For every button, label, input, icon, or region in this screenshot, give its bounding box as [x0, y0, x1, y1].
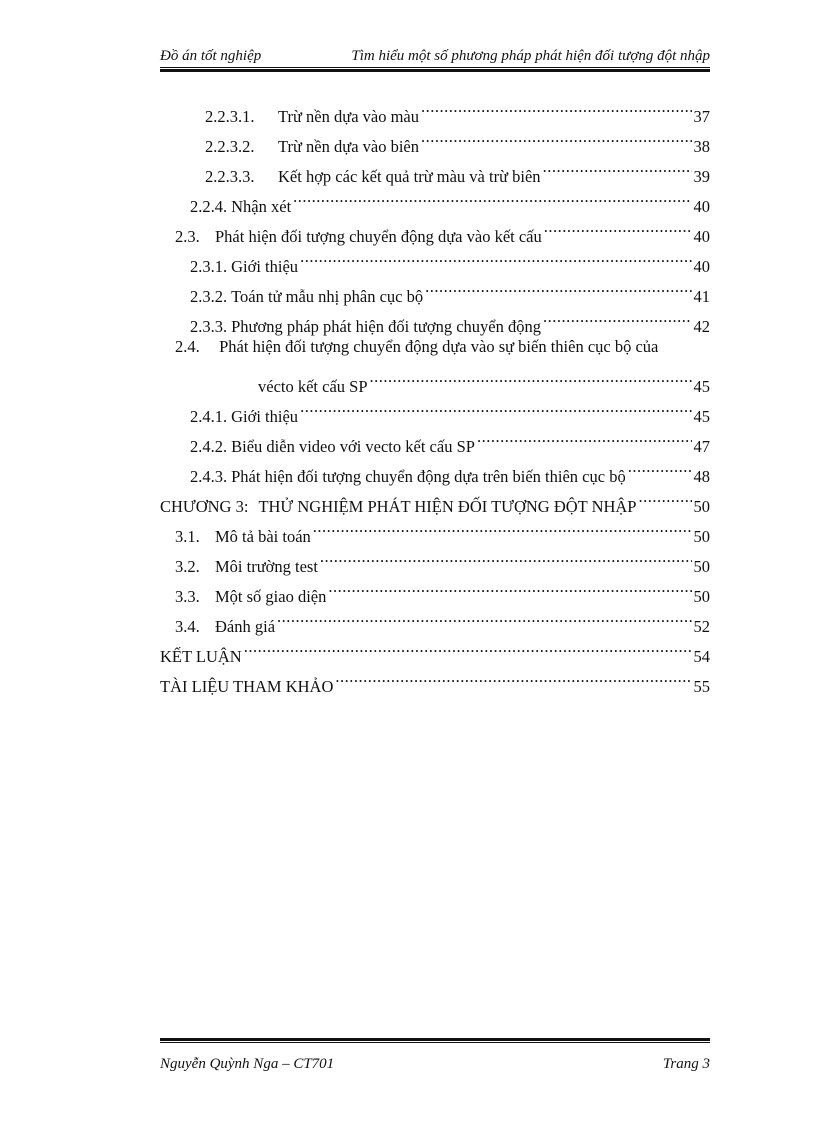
toc-leader — [335, 662, 691, 692]
toc-entry[interactable] — [160, 242, 710, 276]
toc-entry[interactable] — [160, 212, 710, 246]
footer-rule-thick — [160, 1038, 710, 1041]
toc-entry-page: 37 — [693, 107, 710, 126]
toc-entry-title: Nhận xét — [231, 197, 292, 216]
toc-entry-title: Phát hiện đối tượng chuyển động dựa vào kết cấu — [215, 227, 542, 246]
toc-entry-page: 54 — [693, 647, 710, 666]
toc-entry-title: Kết hợp các kết quả trừ màu và trừ biên — [278, 167, 541, 186]
toc-entry-page: 42 — [693, 317, 710, 336]
toc-entry-title: Toán tử mẫu nhị phân cục bộ — [231, 287, 424, 306]
toc-entry-number: 3.3. — [175, 587, 200, 606]
footer-rule-thin — [160, 1042, 710, 1043]
toc-entry-page: 50 — [693, 527, 710, 546]
toc-leader — [370, 362, 692, 392]
page-footer — [160, 1056, 710, 1076]
toc-entry-number: 3.2. — [175, 557, 200, 576]
header-rule — [160, 67, 710, 72]
toc-entry-number: 2.3. — [175, 227, 200, 246]
toc-leader — [628, 452, 692, 482]
toc-entry-number: 2.4. — [175, 337, 200, 356]
toc-entry-page: 45 — [693, 407, 710, 426]
toc-entry-page: 38 — [693, 137, 710, 156]
toc-entry-number: 3.1. — [175, 527, 200, 546]
toc-entry-number: 2.4.3. — [190, 467, 228, 486]
toc-entry[interactable] — [160, 392, 710, 426]
toc-entry-number: 2.2.4. — [190, 197, 228, 216]
toc-leader — [544, 212, 692, 242]
toc-entry-page: 40 — [693, 197, 710, 216]
toc-entry-title: TÀI LIỆU THAM KHẢO — [160, 677, 334, 696]
toc-entry-page: 39 — [693, 167, 710, 186]
toc-leader — [425, 272, 691, 302]
toc-leader — [277, 602, 691, 632]
toc-leader — [421, 92, 691, 122]
toc-entry[interactable] — [160, 272, 710, 306]
toc-leader — [293, 182, 691, 212]
toc-entry[interactable] — [160, 122, 710, 156]
toc-entry[interactable] — [160, 662, 710, 696]
toc-entry-page: 41 — [693, 287, 710, 306]
toc-leader — [421, 122, 691, 152]
toc-entry-number: 2.3.3. — [190, 317, 228, 336]
toc-entry-title: Biểu diễn video với vecto kết cấu SP — [231, 437, 475, 456]
toc-entry[interactable] — [160, 602, 710, 636]
toc-entry-line-2 — [160, 362, 710, 396]
toc-entry-number: 2.2.3.1. — [205, 107, 255, 126]
toc-entry-number: 2.3.2. — [190, 287, 228, 306]
toc-entry-page: 40 — [693, 257, 710, 276]
toc-entry[interactable] — [160, 182, 710, 216]
toc-leader — [300, 242, 691, 272]
toc-entry-page: 50 — [693, 497, 710, 516]
toc-entry-number: 2.4.2. — [190, 437, 228, 456]
toc-entry[interactable] — [160, 632, 710, 666]
header-right-text: Tìm hiểu một số phương pháp phát hiện đối tượng đột nhập — [351, 48, 710, 64]
toc-entry-page: 47 — [693, 437, 710, 456]
toc-entry-title: Phương pháp phát hiện đối tượng chuyển động — [231, 317, 541, 336]
toc-entry[interactable] — [160, 572, 710, 606]
toc-leader — [328, 572, 691, 602]
toc-chapter-entry[interactable] — [160, 482, 710, 516]
toc-entry[interactable] — [160, 512, 710, 546]
toc-entry-title: KẾT LUẬN — [160, 647, 242, 666]
toc-entry[interactable] — [160, 542, 710, 576]
toc-entry-number: 2.4.1. — [190, 407, 228, 426]
footer-page-number: Trang 3 — [662, 1056, 710, 1072]
page-header — [160, 48, 710, 68]
header-rule-thin — [160, 67, 710, 68]
toc-leader — [320, 542, 692, 572]
toc-entry-number: 2.2.3.3. — [205, 167, 255, 186]
toc-entry-title: Mô tả bài toán — [215, 527, 311, 546]
toc-entry-number: 3.4. — [175, 617, 200, 636]
toc-entry[interactable] — [160, 92, 710, 126]
footer-author: Nguyễn Quỳnh Nga – CT701 — [160, 1056, 335, 1072]
footer-rule — [160, 1038, 710, 1043]
toc-entry-number: 2.3.1. — [190, 257, 228, 276]
toc-entry-title: Trừ nền dựa vào biên — [278, 137, 420, 156]
table-of-contents — [160, 92, 710, 696]
toc-entry-page: 52 — [693, 617, 710, 636]
toc-entry-title: Đánh giá — [215, 617, 276, 636]
toc-leader — [477, 422, 692, 452]
toc-entry[interactable] — [160, 452, 710, 486]
toc-leader — [543, 302, 692, 332]
toc-leader — [543, 152, 692, 182]
toc-entry-page: 50 — [693, 587, 710, 606]
toc-leader — [639, 482, 692, 512]
toc-entry[interactable] — [160, 152, 710, 186]
toc-entry-title: Giới thiệu — [231, 407, 299, 426]
toc-leader — [300, 392, 691, 422]
toc-entry-title: Phát hiện đối tượng chuyển động dựa trên biến thiên cục bộ — [231, 467, 626, 486]
toc-leader — [313, 512, 692, 542]
toc-leader — [244, 632, 692, 662]
toc-entry-number: 2.2.3.2. — [205, 137, 255, 156]
toc-entry-page: 55 — [693, 677, 710, 696]
toc-entry-title: Môi trường test — [215, 557, 318, 576]
toc-entry-page: 50 — [693, 557, 710, 576]
toc-entry-title: Giới thiệu — [231, 257, 299, 276]
toc-entry-title: Trừ nền dựa vào màu — [278, 107, 420, 126]
toc-entry-page: 45 — [693, 377, 710, 396]
toc-entry-number: CHƯƠNG 3: — [160, 497, 249, 516]
toc-entry-title: Phát hiện đối tượng chuyển động dựa vào sự biến thiên cục bộ của — [219, 337, 659, 356]
toc-entry-title: THỬ NGHIỆM PHÁT HIỆN ĐỐI TƯỢNG ĐỘT NHẬP — [258, 497, 637, 516]
header-left-text: Đồ án tốt nghiệp — [160, 48, 262, 64]
toc-entry[interactable] — [160, 422, 710, 456]
toc-entry-page: 48 — [693, 467, 710, 486]
toc-entry-title-cont: vécto kết cấu SP — [258, 377, 368, 396]
toc-entry-page: 40 — [693, 227, 710, 246]
toc-entry[interactable] — [160, 302, 710, 336]
header-rule-thick — [160, 69, 710, 72]
toc-entry-title: Một số giao diện — [215, 587, 327, 606]
